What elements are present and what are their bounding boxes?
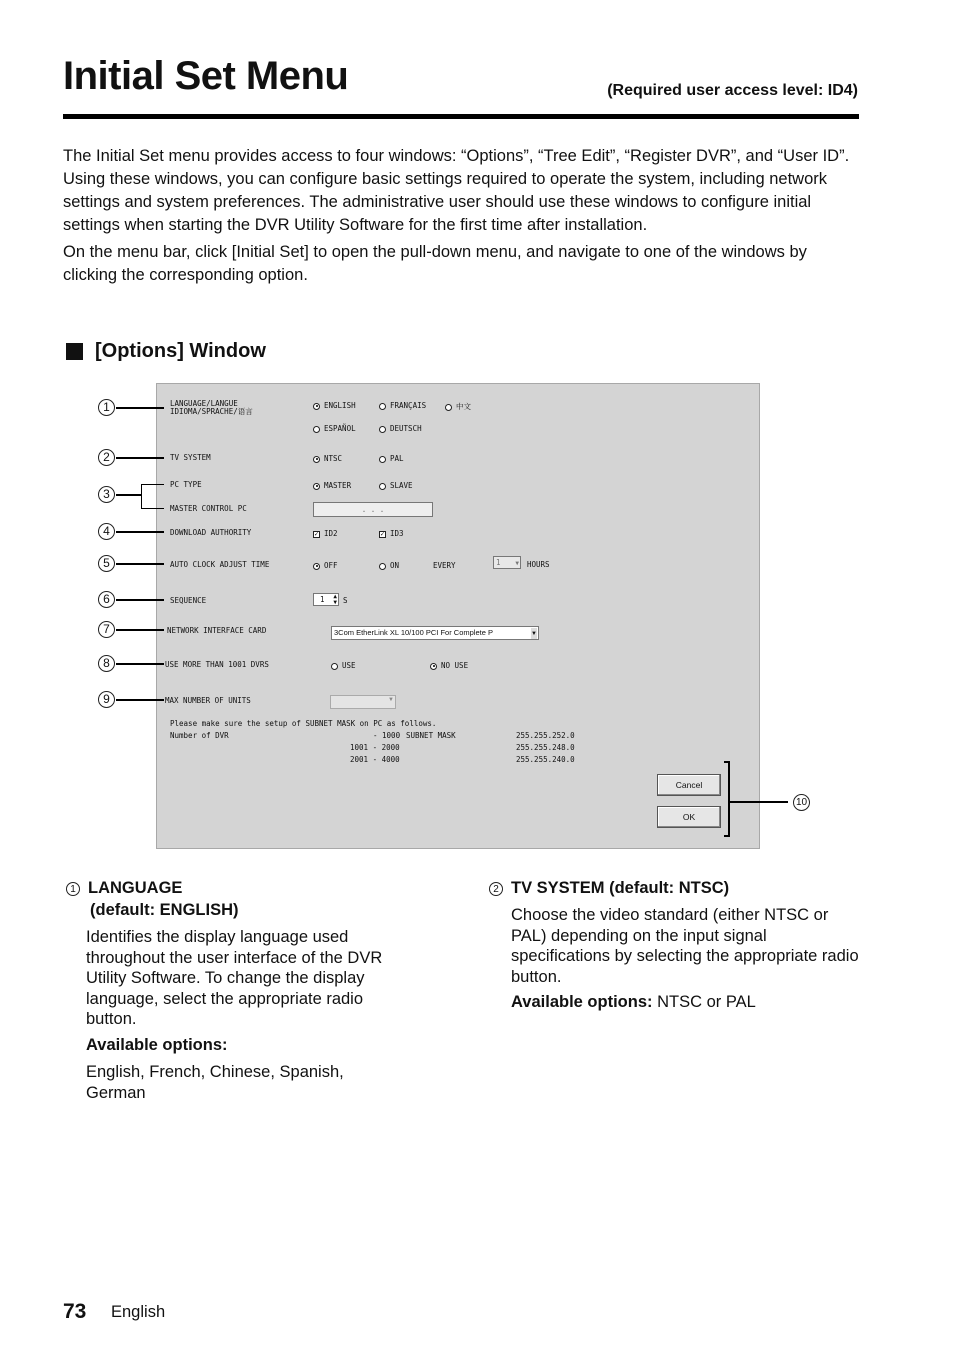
master-pc-label: MASTER CONTROL PC [170,504,247,513]
leader-line-8 [116,663,164,665]
subnet-col-dvr: Number of DVR [170,731,229,740]
desc-item-2-number: 2 [489,882,503,896]
radio-spanish-label: ESPAÑOL [324,424,356,433]
checkbox-id3[interactable] [379,529,404,538]
max-units-dropdown[interactable] [330,695,396,709]
radio-chinese[interactable] [445,401,471,412]
radio-german[interactable] [379,424,422,433]
radio-selected-icon [313,456,320,463]
subnet-note: Please make sure the setup of SUBNET MASK on PC as follows. [170,719,437,728]
radio-pal[interactable] [379,454,404,463]
leader-line-9 [116,699,164,701]
every-label: EVERY [433,561,456,570]
section-heading-text: [Options] Window [95,340,266,362]
radio-use[interactable] [331,661,356,670]
desc-item-1-avail: English, French, Chinese, Spanish, German [86,1063,344,1102]
sequence-value: 1 [320,595,325,604]
radio-chinese-label: 中文 [456,402,471,411]
desc-item-2 [489,877,859,1013]
radio-icon [445,404,452,411]
hours-label: HOURS [527,560,550,569]
sequence-unit: S [343,596,348,605]
radio-master[interactable] [313,481,351,490]
language-label [170,400,253,416]
callout-9: 9 [98,691,115,708]
radio-icon [313,426,320,433]
spin-arrows-icon: ▲ ▼ [333,593,337,606]
section-heading [66,340,266,363]
radio-clock-on[interactable] [379,561,399,570]
hours-dropdown[interactable] [493,556,521,569]
radio-clock-off-label: OFF [324,561,338,570]
button-bracket [724,761,730,837]
desc-item-2-avail-value: NTSC or PAL [657,993,756,1011]
desc-item-1 [66,877,416,1103]
radio-french-label: FRANÇAIS [390,401,427,410]
radio-icon [379,403,386,410]
desc-item-1-number: 1 [66,882,80,896]
checkbox-checked-icon: ✓ [380,529,385,538]
more-dvrs-label: USE MORE THAN 1001 DVRS [165,660,269,669]
desc-item-2-body: Choose the video standard (either NTSC or PAL) depending on the input signal specifications by selecting the appropriate radio button. [511,906,859,986]
radio-slave[interactable] [379,481,413,490]
radio-master-label: MASTER [324,481,352,490]
radio-icon [379,563,386,570]
cancel-button[interactable]: Cancel [657,774,721,796]
intro-paragraph-1: The Initial Set menu provides access to four windows: “Options”, “Tree Edit”, “Register DVR”, and “User ID”. Using these windows, you can configure basic settings required to operate the system, including network settings and system preferences. The administrative user should use these windows to configure initial settings when starting the DVR Utility Software for the first time after installation. [63,147,850,234]
checkbox-id3-label: ID3 [390,529,404,538]
leader-line-10 [730,801,788,803]
radio-icon [379,456,386,463]
page-number: 73 [63,1300,87,1323]
chevron-down-icon: ▼ [388,697,394,703]
footer-language: English [111,1303,166,1321]
radio-selected-icon [313,483,320,490]
radio-icon [331,663,338,670]
radio-ntsc[interactable] [313,454,342,463]
radio-icon [379,426,386,433]
sequence-stepper[interactable] [313,593,339,606]
desc-item-1-title: LANGUAGE [88,879,183,897]
desc-item-1-avail-label: Available options: [86,1035,228,1054]
master-pc-ip-field[interactable]: . . . [313,502,433,517]
radio-slave-label: SLAVE [390,481,413,490]
download-authority-label: DOWNLOAD AUTHORITY [170,528,252,537]
callout-1: 1 [98,399,115,416]
ok-button[interactable]: OK [657,806,721,828]
pc-type-bracket [141,484,164,509]
radio-german-label: DEUTSCH [390,424,422,433]
leader-line-1 [116,407,164,409]
desc-item-2-heading [489,877,859,899]
leader-line-7 [116,629,164,631]
nic-dropdown[interactable] [331,626,539,640]
callout-7: 7 [98,621,115,638]
subnet-row3-range: 2001 - 4000 [350,755,400,764]
radio-pal-label: PAL [390,454,404,463]
tv-system-label: TV SYSTEM [170,453,211,462]
radio-french[interactable] [379,401,426,410]
chevron-down-icon: ▼ [515,560,519,567]
subnet-row2-range: 1001 - 2000 [350,743,400,752]
checkbox-id2-label: ID2 [324,529,338,538]
radio-selected-icon [313,563,320,570]
desc-item-1-default: (default: ENGLISH) [90,901,239,919]
radio-selected-icon [430,663,437,670]
radio-ntsc-label: NTSC [324,454,343,463]
access-level-note: (Required user access level: ID4) [607,82,858,99]
language-label-line1: LANGUAGE/LANGUE [170,399,238,408]
radio-clock-off[interactable] [313,561,338,570]
hours-value: 1 [496,558,501,567]
callout-4: 4 [98,523,115,540]
checkbox-checked-icon: ✓ [314,529,319,538]
checkbox-id2[interactable] [313,529,338,538]
callout-3: 3 [98,486,115,503]
intro-text [63,145,863,291]
radio-english-label: ENGLISH [324,401,356,410]
title-rule [63,114,859,119]
callout-5: 5 [98,555,115,572]
subnet-row1-range: - 1000 [373,731,401,740]
page-title: Initial Set Menu [63,54,349,98]
radio-selected-icon [313,403,320,410]
sequence-label: SEQUENCE [170,596,207,605]
subnet-row3-mask: 255.255.240.0 [516,755,575,764]
callout-10: 10 [793,794,810,811]
callout-8: 8 [98,655,115,672]
chevron-down-icon: ▼ [531,628,537,640]
desc-item-1-heading [66,877,416,899]
radio-spanish[interactable] [313,424,356,433]
subnet-row1-mask: 255.255.252.0 [516,731,575,740]
leader-line-4 [116,531,164,533]
max-units-label: MAX NUMBER OF UNITS [165,696,251,705]
desc-item-2-avail [489,992,859,1013]
language-label-line2: IDIOMA/SPRACHE/语言 [170,407,253,416]
radio-use-label: USE [342,661,356,670]
callout-6: 6 [98,591,115,608]
callout-2: 2 [98,449,115,466]
pc-type-label: PC TYPE [170,480,202,489]
nic-label: NETWORK INTERFACE CARD [167,626,267,635]
subnet-row2-mask: 255.255.248.0 [516,743,575,752]
radio-clock-on-label: ON [390,561,400,570]
desc-item-1-body: Identifies the display language used throughout the user interface of the DVR Utility Software. To change the display language, select the appropriate radio button. [86,928,383,1028]
subnet-col-mask: SUBNET MASK [406,731,456,740]
square-bullet-icon [66,343,83,360]
nic-value: 3Com EtherLink XL 10/100 PCI For Complete P [334,628,493,637]
desc-item-2-avail-label: Available options: [511,993,653,1011]
leader-line-2 [116,457,164,459]
auto-clock-label: AUTO CLOCK ADJUST TIME [170,560,270,569]
radio-icon [379,483,386,490]
intro-paragraph-2: On the menu bar, click [Initial Set] to open the pull-down menu, and navigate to one of the windows by clicking the corresponding option. [63,243,807,284]
leader-line-6 [116,599,164,601]
radio-no-use-label: NO USE [441,661,469,670]
leader-line-5 [116,563,164,565]
radio-no-use[interactable] [430,661,468,670]
radio-english[interactable] [313,401,356,410]
leader-line-3 [116,494,142,496]
desc-item-2-title: TV SYSTEM (default: NTSC) [511,879,730,897]
